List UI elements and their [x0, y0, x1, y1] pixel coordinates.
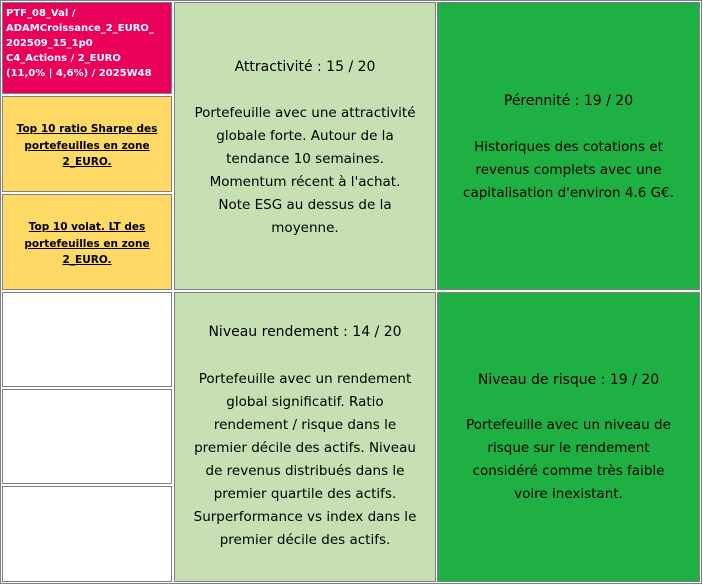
perennite-heading: Pérennité : 19 / 20 [503, 93, 634, 109]
attractivite-line: Portefeuille avec une attractivité [194, 105, 416, 121]
rendement-line: rendement / risque dans le [213, 417, 397, 433]
portfolio-title-cell [2, 2, 172, 94]
rendement-heading: Niveau rendement : 14 / 20 [208, 324, 402, 340]
volatility-ranking-link[interactable] [5, 219, 169, 269]
empty-cell [2, 486, 172, 582]
attractivite-line: globale forte. Autour de la [216, 128, 394, 144]
perennite-panel [437, 2, 700, 290]
risque-line: risque sur le rendement [487, 440, 650, 456]
rendement-line: de revenus distribués dans le [205, 463, 405, 479]
sharpe-ranking-line: 2_EURO. [62, 156, 112, 168]
sharpe-ranking-cell [2, 96, 172, 192]
sharpe-ranking-link[interactable] [5, 121, 169, 171]
risque-line: voire inexistant. [514, 486, 623, 502]
attractivite-heading: Attractivité : 15 / 20 [234, 59, 376, 75]
risque-description [441, 414, 696, 506]
rendement-line: global significatif. Ratio [226, 394, 384, 410]
attractivite-line: Momentum récent à l'achat. [209, 174, 401, 190]
portfolio-title-line: PTF_08_Val / [6, 8, 76, 19]
attractivite-line: tendance 10 semaines. [226, 151, 384, 167]
portfolio-title-line: (11,0% | 4,6%) / 2025W48 [6, 68, 152, 79]
risque-line: Portefeuille avec un niveau de [466, 417, 671, 433]
attractivite-line: moyenne. [271, 220, 339, 236]
empty-cell [2, 389, 172, 484]
sharpe-ranking-line: portefeuilles en zone [24, 139, 150, 152]
perennite-line: Historiques des cotations et [474, 139, 663, 155]
portfolio-title-line: ADAMCroissance_2_EURO_ [6, 23, 154, 34]
attractivite-description [178, 102, 432, 240]
volatility-ranking-cell [2, 194, 172, 290]
rendement-line: premier quartile des actifs. [213, 486, 397, 502]
rendement-line: Portefeuille avec un rendement [198, 371, 412, 387]
rendement-line: premier décile des actifs. [219, 532, 391, 548]
empty-cell [2, 292, 172, 387]
volatility-ranking-line: portefeuilles en zone [24, 237, 150, 250]
sharpe-ranking-line: Top 10 ratio Sharpe des [16, 123, 158, 135]
risque-panel [437, 292, 700, 582]
volatility-ranking-line: 2_EURO. [62, 254, 112, 266]
perennite-description [441, 136, 696, 205]
risque-line: considéré comme très faible [472, 463, 665, 479]
volatility-ranking-line: Top 10 volat. LT des [28, 221, 146, 233]
rendement-line: Surperformance vs index dans le [193, 509, 417, 525]
rendement-description [178, 368, 432, 552]
rendement-panel [174, 292, 436, 582]
portfolio-title-line: C4_Actions / 2_EURO [6, 53, 121, 64]
risque-heading: Niveau de risque : 19 / 20 [477, 372, 660, 388]
attractivite-panel [174, 2, 436, 290]
perennite-line: capitalisation d'environ 4.6 G€. [463, 185, 674, 201]
portfolio-title-line: 202509_15_1p0 [6, 38, 93, 49]
rendement-line: premier décile des actifs. Niveau [194, 440, 416, 456]
perennite-line: revenus complets avec une [475, 162, 662, 178]
portfolio-title [3, 3, 171, 81]
attractivite-line: Note ESG au dessus de la [218, 197, 392, 213]
